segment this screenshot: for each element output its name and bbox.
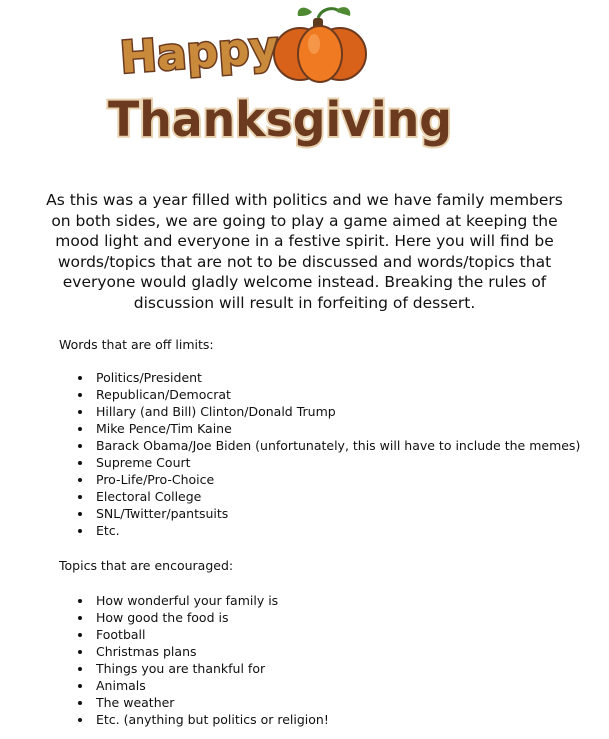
list-item: Supreme Court [78, 454, 580, 471]
encouraged-heading: Topics that are encouraged: [59, 558, 234, 573]
logo-happy-text: Happy [118, 21, 280, 84]
list-item: Pro-Life/Pro-Choice [78, 471, 580, 488]
list-item: The weather [78, 694, 329, 711]
logo-thanksgiving-text: Thanksgiving [108, 92, 452, 148]
off-limits-list [78, 369, 580, 539]
list-item: Animals [78, 677, 329, 694]
list-item: Politics/President [78, 369, 580, 386]
list-item: SNL/Twitter/pantsuits [78, 505, 580, 522]
list-item: Etc. (anything but politics or religion! [78, 711, 329, 728]
list-item: Electoral College [78, 488, 580, 505]
list-item: How wonderful your family is [78, 592, 329, 609]
intro-paragraph: As this was a year filled with politics and we have family members on both sides, we are going to play a game aimed at keeping the mood light and everyone in a festive spirit. Here you will find be words/topics that are not to be discussed and words/topics that everyone would gladly welcome instead. Breaking the rules of discussion will result in forfeiting of dessert. [46, 191, 563, 312]
happy-thanksgiving-logo [100, 4, 460, 164]
list-item: Republican/Democrat [78, 386, 580, 403]
list-item: Hillary (and Bill) Clinton/Donald Trump [78, 403, 580, 420]
list-item: Christmas plans [78, 643, 329, 660]
list-item: Mike Pence/Tim Kaine [78, 420, 580, 437]
pumpkin-icon [274, 7, 366, 82]
list-item: Things you are thankful for [78, 660, 329, 677]
list-item: Barack Obama/Joe Biden (unfortunately, this will have to include the memes) [78, 437, 580, 454]
encouraged-list [78, 592, 329, 728]
list-item: Football [78, 626, 329, 643]
list-item: How good the food is [78, 609, 329, 626]
off-limits-heading: Words that are off limits: [59, 337, 214, 352]
list-item: Etc. [78, 522, 580, 539]
